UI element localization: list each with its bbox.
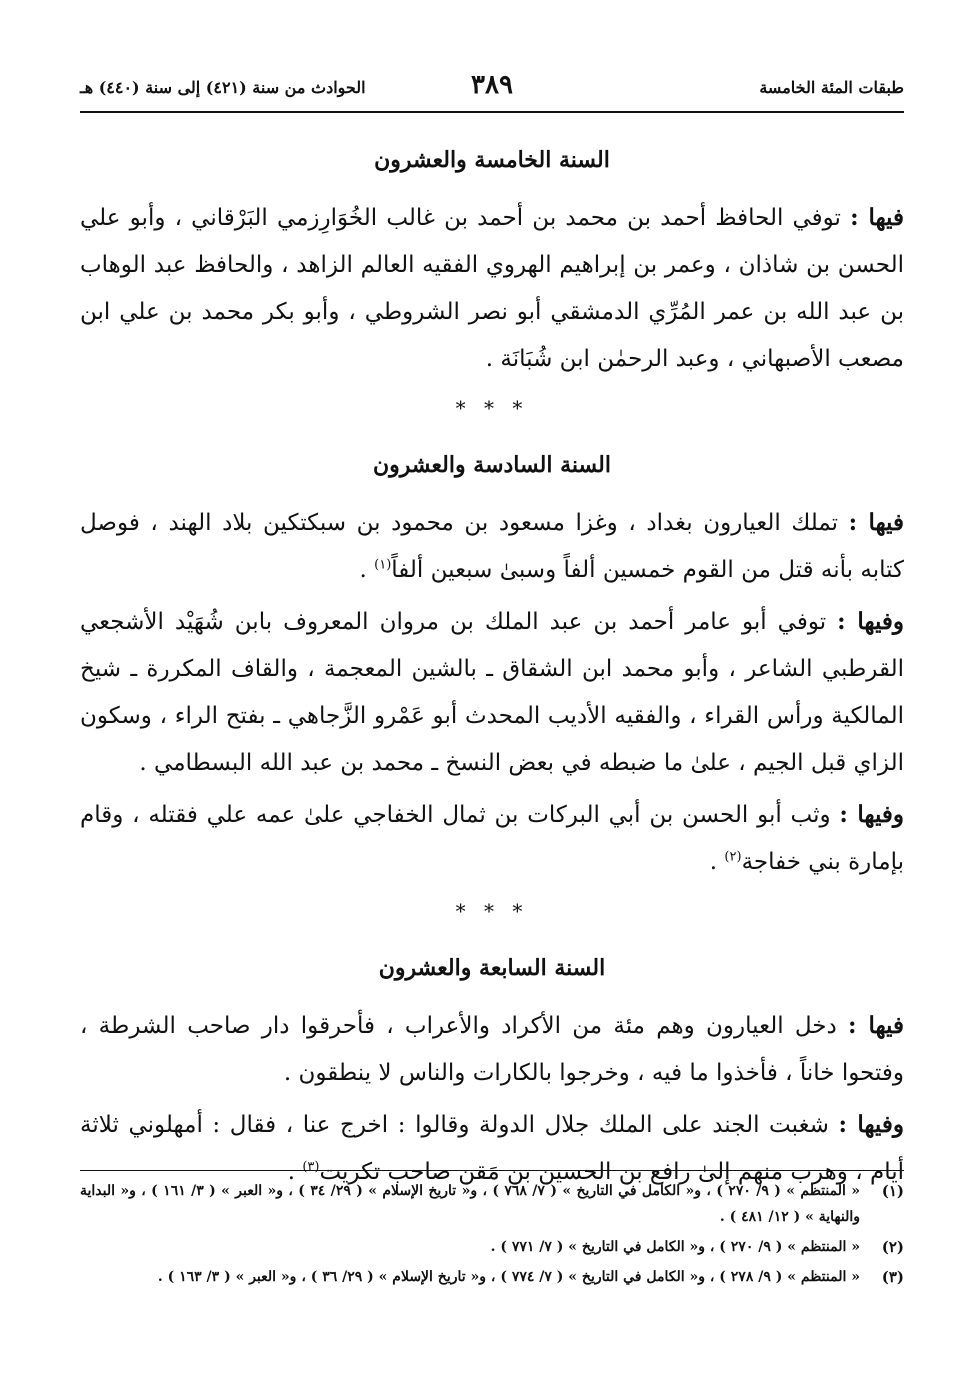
paragraph-lead: فيها :	[848, 509, 904, 536]
header-rule	[80, 111, 904, 113]
footnotes	[80, 1178, 904, 1294]
paragraph-text: وثب أبو الحسن بن أبي البركات بن ثمال الخفاجي علىٰ عمه علي فقتله ، وقام بإمارة بني خفاجة	[80, 802, 904, 875]
paragraph-lead: فيها :	[850, 204, 904, 231]
section-title: السنة السابعة والعشرون	[378, 955, 606, 981]
paragraph	[80, 598, 904, 787]
paragraph-lead: وفيها :	[839, 801, 904, 828]
section-separator: * * *	[455, 396, 529, 420]
paragraph-tail: .	[709, 849, 725, 875]
footnote-text: « المنتظم » ( ٩/ ٢٧٨ ) ، و« الكامل في التاريخ » ( ٧/ ٧٧٤ ) ، و« تاريخ الإسلام » ( ٢٩/ ٣٦ ) ، و« العبر » ( ٣/ ١٦٣ ) .	[157, 1269, 860, 1285]
section-title: السنة السادسة والعشرون	[373, 452, 611, 478]
footnote-number: (١)	[881, 1182, 904, 1200]
chapter-title: الحوادث من سنة (٤٢١) إلى سنة (٤٤٠) هـ	[80, 78, 366, 97]
running-header	[80, 70, 904, 110]
footnote-ref[interactable]: (١)	[374, 557, 392, 573]
paragraph-text: دخل العيارون وهم مئة من الأكراد والأعراب ، فأحرقوا دار صاحب الشرطة ، وفتحوا خاناً ، فأخذوا ما فيه ، وخرجوا بالكارات والناس لا ينطقون .	[80, 1013, 904, 1086]
footnote-text: « المنتظم » ( ٩/ ٢٧٠ ) ، و« الكامل في التاريخ » ( ٧/ ٧٧١ ) .	[490, 1239, 860, 1255]
footnote-number: (٣)	[881, 1268, 904, 1286]
paragraph	[80, 791, 904, 886]
paragraph-lead: وفيها :	[838, 1111, 904, 1138]
paragraph-text: توفي أبو عامر أحمد بن عبد الملك بن مروان المعروف بابن شُهَيْد الأشجعي القرطبي الشاعر ، وأبو محمد ابن الشقاق ـ بالشين المعجمة ، والقاف المكررة ـ شيخ المالكية ورأس القراء ، والفقيه الأديب المحدث أبو عَمْرو الزَّجاهي ـ بفتح الراء ، وسكون الزاي قبل الجيم ، علىٰ ما ضبطه في بعض النسخ ـ محمد بن عبد الله البسطامي .	[80, 609, 904, 776]
footnote-ref[interactable]: (٢)	[724, 849, 742, 865]
footnote	[80, 1234, 904, 1260]
footnote-number: (٢)	[881, 1238, 904, 1256]
paragraph	[80, 1002, 904, 1097]
paragraph-text: تملك العيارون بغداد ، وغزا مسعود بن محمود بن سبكتكين بلاد الهند ، فوصل كتابه بأنه قتل من القوم خمسين ألفاً وسبىٰ سبعين ألفاً	[80, 510, 904, 583]
paragraph	[80, 194, 904, 383]
paragraph	[80, 499, 904, 594]
page-number: ٣٨٩	[471, 70, 513, 100]
main-text	[80, 140, 904, 1200]
book-title: طبقات المئة الخامسة	[759, 78, 904, 97]
paragraph-text: توفي الحافظ أحمد بن محمد بن أحمد بن غالب الخُوَارِزمي البَرْقاني ، وأبو علي الحسن بن شاذان ، وعمر بن إبراهيم الهروي الفقيه العالم الزاهد ، والحافظ عبد الوهاب بن عبد الله بن عمر المُرِّي الدمشقي أبو نصر الشروطي ، وأبو بكر محمد بن علي ابن مصعب الأصبهاني ، وعبد الرحمٰن ابن شُبَانَة .	[80, 205, 904, 372]
footnote	[80, 1264, 904, 1290]
section-separator: * * *	[455, 899, 529, 923]
footnote	[80, 1178, 904, 1230]
section-title: السنة الخامسة والعشرون	[374, 147, 610, 173]
paragraph-lead: وفيها :	[837, 608, 905, 635]
paragraph-tail: .	[359, 557, 375, 583]
paragraph-text: شغبت الجند على الملك جلال الدولة وقالوا : اخرج عنا ، فقال : أمهلوني ثلاثة أيام ، وهرب منهم إلىٰ رافع بن الحسين بن مَقن صاحب تكريت	[80, 1112, 904, 1185]
paragraph-tail: .	[287, 1159, 303, 1185]
footnote-rule	[80, 1170, 904, 1171]
paragraph-lead: فيها :	[848, 1012, 904, 1039]
footnote-ref[interactable]: (٣)	[302, 1159, 320, 1175]
footnote-text: « المنتظم » ( ٩/ ٢٧٠ ) ، و« الكامل في التاريخ » ( ٧/ ٧٦٨ ) ، و« تاريخ الإسلام » ( ٢٩/ ٣٤ ) ، و« العبر » ( ٣/ ١٦١ ) ، و« البداية والنهاية » ( ١٢/ ٤٨١ ) .	[80, 1183, 861, 1225]
